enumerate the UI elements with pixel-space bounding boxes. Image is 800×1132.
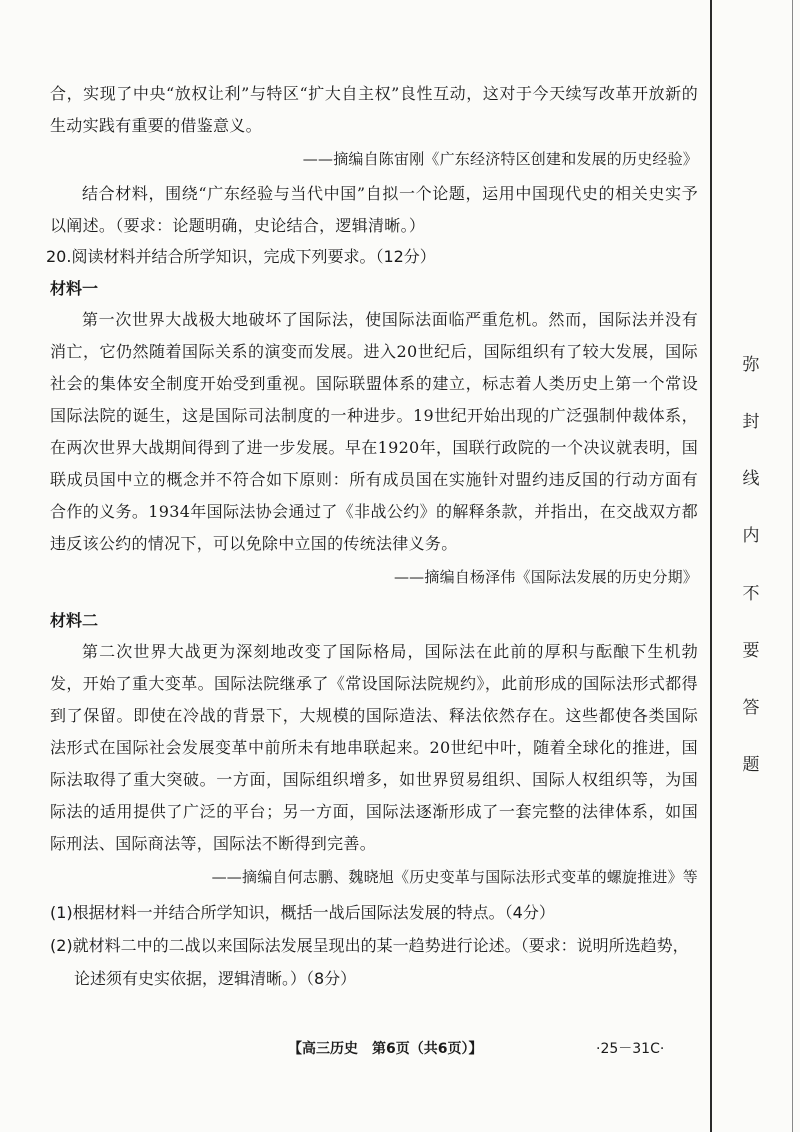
binding-char: 答 bbox=[742, 697, 760, 718]
material2-label: 材料二 bbox=[50, 611, 99, 630]
material1-label: 材料一 bbox=[50, 279, 99, 298]
binding-char: 封 bbox=[742, 412, 760, 433]
material2-source: ——摘编自何志鹏、魏晓旭《历史变革与国际法形式变革的螺旋推进》等 bbox=[211, 868, 698, 886]
footer-exam-code: ·25－31C· bbox=[596, 1041, 665, 1057]
page-footer bbox=[0, 1038, 700, 1068]
page-edge-line bbox=[792, 0, 793, 1132]
material2-text: 第二次世界大战更为深刻地改变了国际格局，国际法在此前的厚积与酝酿下生机勃发，开始了重大变革。国际法院继承了《常设国际法院规约》，此前形成的国际法形式都得到了保留。即使在冷战的背景下，大规模的国际造法、释法依然存在。这些都使各类国际法形式在国际社会发展变革中前所未有地串联起来。20世纪中叶，随着全球化的推进，国际法取得了重大突破。一方面，国际组织增多，如世界贸易组织、国际人权组织等，为国际法的适用提供了广泛的平台；另一方面，国际法逐渐形成了一套完整的法律体系，如国际刑法、国际商法等，国际法不断得到完善。 bbox=[50, 642, 698, 853]
binding-char: 不 bbox=[742, 583, 760, 604]
q20-sub1: (1)根据材料一并结合所学知识，概括一战后国际法发展的特点。（4分） bbox=[50, 903, 555, 922]
continuation-source: ——摘编自陈宙刚《广东经济特区创建和发展的历史经验》 bbox=[302, 150, 698, 168]
binding-line bbox=[710, 0, 712, 1132]
q20-sub2-line1: (2)就材料二中的二战以来国际法发展呈现出的某一趋势进行论述。（要求：说明所选趋势， bbox=[50, 936, 689, 955]
binding-notice bbox=[738, 355, 764, 775]
binding-char: 弥 bbox=[742, 355, 760, 375]
q19-task: 结合材料，围绕“广东经验与当代中国”自拟一个论题，运用中国现代史的相关史实予以阐述。（要求：论题明确，史论结合，逻辑清晰。） bbox=[50, 184, 698, 235]
material1-source: ——摘编自杨泽伟《国际法发展的历史分期》 bbox=[393, 568, 698, 586]
material1-text: 第一次世界大战极大地破坏了国际法，使国际法面临严重危机。然而，国际法并没有消亡，它仍然随着国际关系的演变而发展。进入20世纪后，国际组织有了较大发展，国际社会的集体安全制度开始受到重视。国际联盟体系的建立，标志着人类历史上第一个常设国际法院的诞生，这是国际司法制度的一种进步。19世纪开始出现的广泛强制仲裁体系，在两次世界大战期间得到了进一步发展。早在1920年，国联行政院的一个决议就表明，国联成员国中立的概念并不符合如下原则：所有成员国在实施针对盟约违反国的行动方面有合作的义务。1934年国际法协会通过了《非战公约》的解释条款，并指出，在交战双方都违反该公约的情况下，可以免除中立国的传统法律义务。 bbox=[50, 310, 698, 553]
page-content bbox=[46, 78, 698, 995]
binding-char: 要 bbox=[742, 640, 760, 661]
footer-page-info: 【高三历史 第6页（共6页）】 bbox=[288, 1041, 483, 1057]
binding-char: 题 bbox=[742, 754, 760, 775]
continuation-paragraph: 合，实现了中央“放权让利”与特区“扩大自主权”良性互动，这对于今天续写改革开放新的生动实践有重要的借鉴意义。 bbox=[50, 84, 698, 135]
q20-heading: 20.阅读材料并结合所学知识，完成下列要求。（12分） bbox=[46, 247, 436, 266]
binding-char: 内 bbox=[742, 526, 760, 547]
binding-char: 线 bbox=[742, 469, 760, 490]
q20-sub2-line2: 论述须有史实依据，逻辑清晰。）（8分） bbox=[74, 969, 357, 988]
